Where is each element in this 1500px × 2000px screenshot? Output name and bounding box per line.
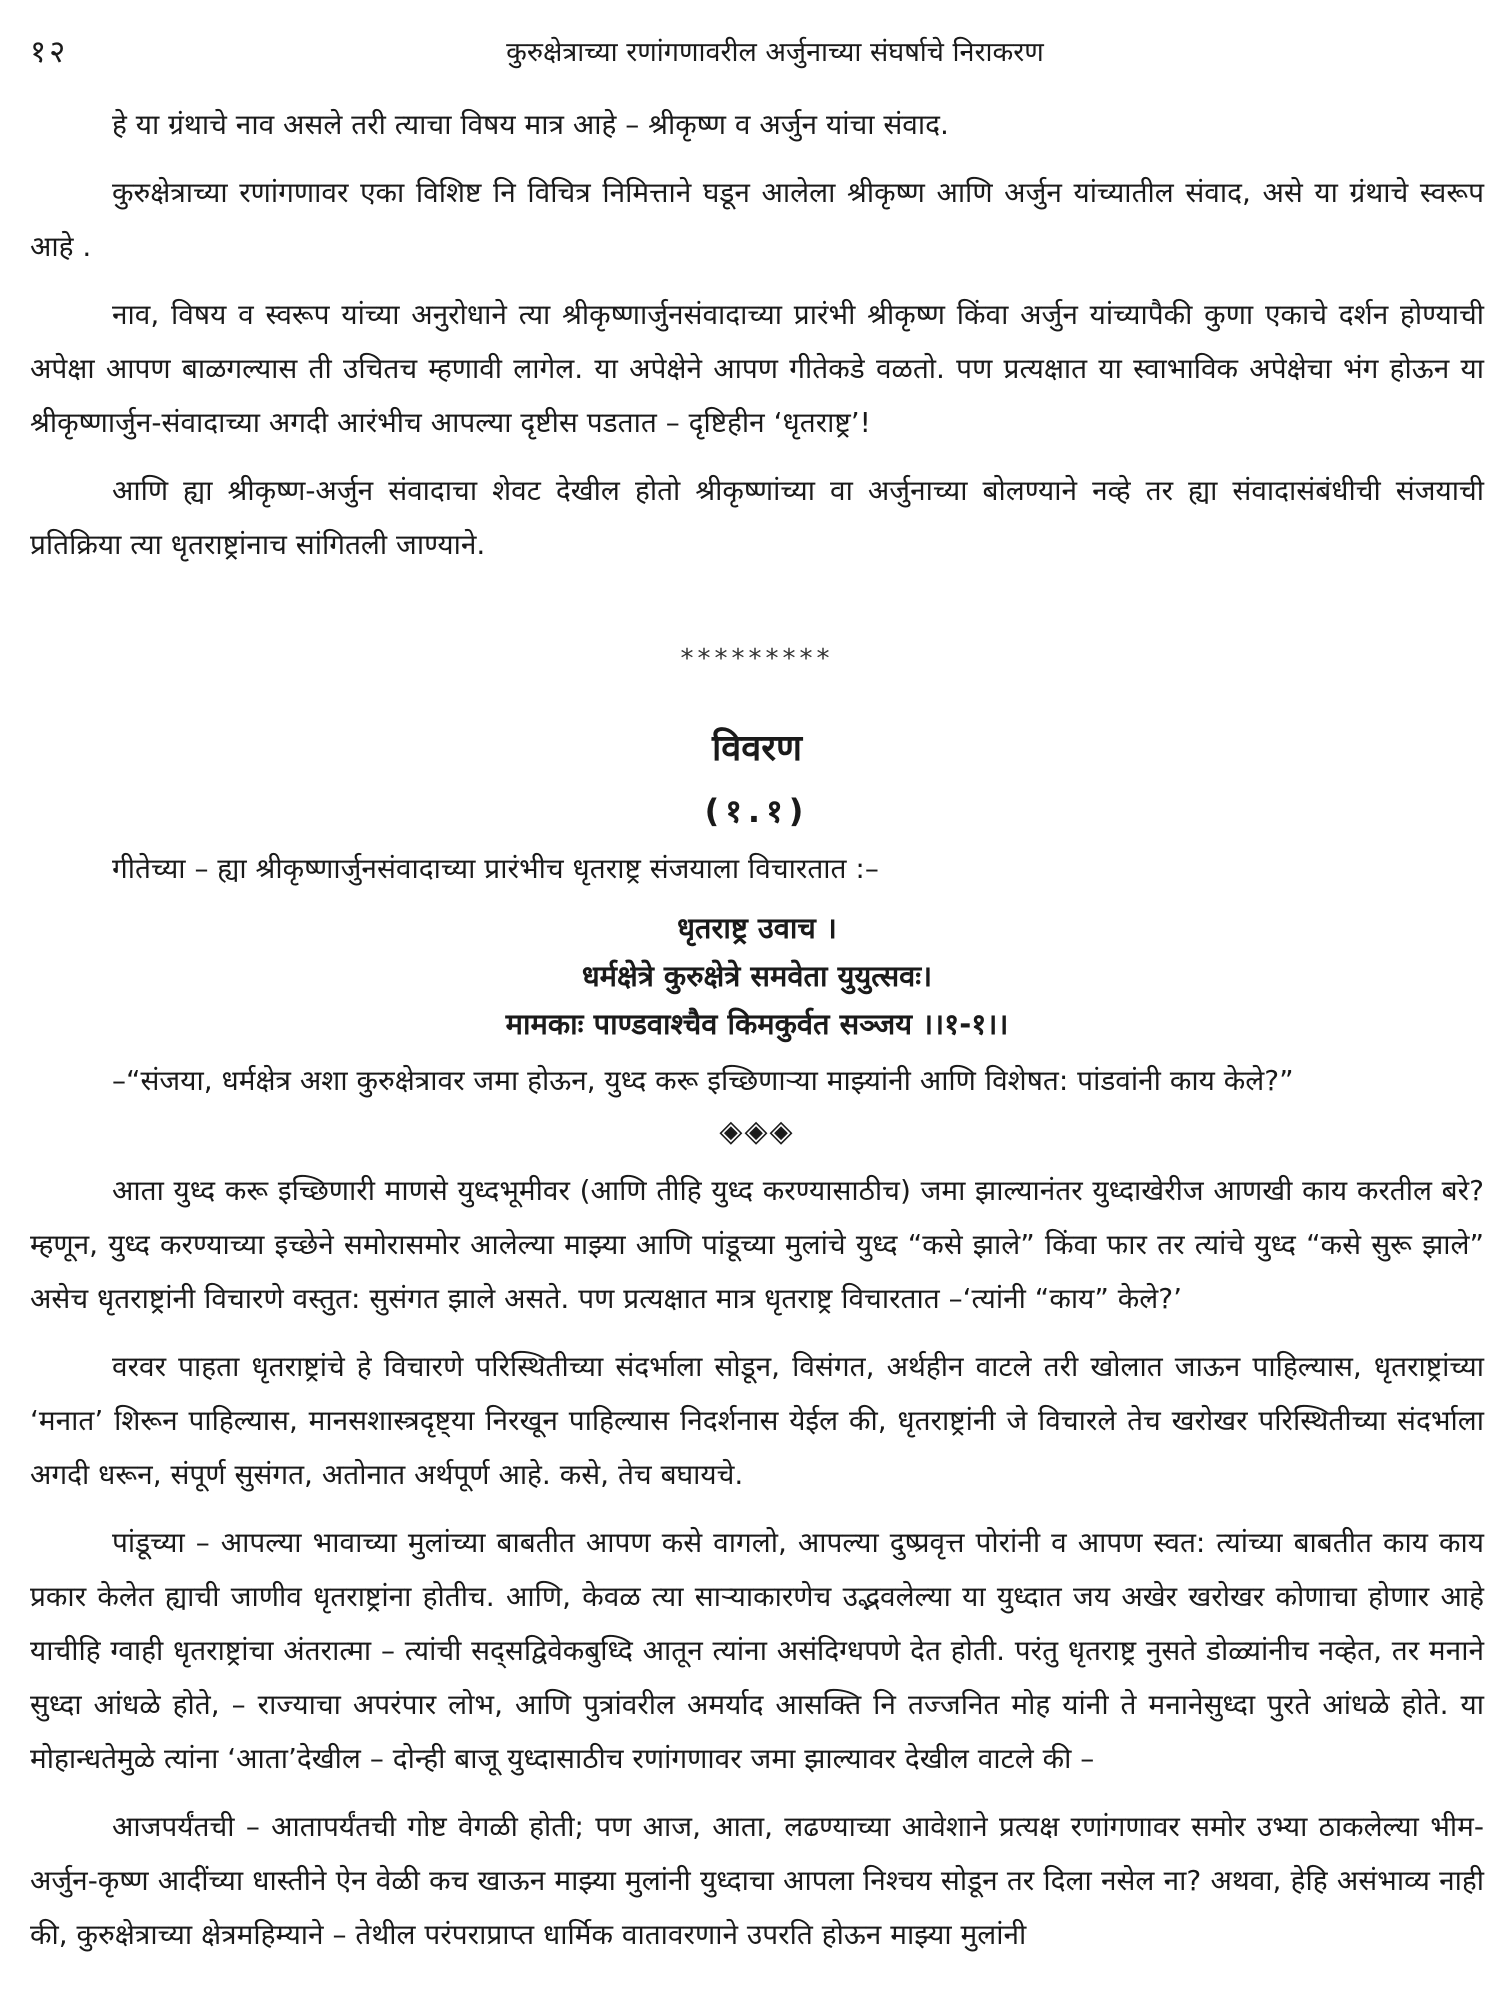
section-title: विवरण (711, 728, 803, 769)
page-body (30, 98, 1484, 1962)
verse-line: धृतराष्ट्र उवाच । (677, 911, 837, 945)
diamond-ornament: ◈◈◈ (719, 1114, 795, 1149)
paragraph: पांडूच्या – आपल्या भावाच्या मुलांच्या बाबतीत आपण कसे वागलो, आपल्या दुष्प्रवृत्त पोरांनी व आपण स्वत: त्यांच्या बाबतीत काय काय प्रकार केलेत ह्याची जाणीव धृतराष्ट्रांना होतीच. आणि, केवळ त्या साऱ्याकारणेच उद्भवलेल्या या युध्दात जय अखेर खरोखर कोणाचा होणार आहे याचीहि ग्वाही धृतराष्ट्रांचा अंतरात्मा – त्यांची सद्सद्विवेकबुध्दि आतून त्यांना असंदिग्धपणे देत होती. परंतु धृतराष्ट्र नुसते डोळ्यांनीच नव्हेत, तर मनाने सुध्दा आंधळे होते, – राज्याचा अपरंपार लोभ, आणि पुत्रांवरील अमर्याद आसक्ति नि तज्जनित मोह यांनी ते मनानेसुध्दा पुरते आंधळे होते. या मोहान्धतेमुळे त्यांना ‘आता’देखील – दोन्ही बाजू युध्दासाठीच रणांगणावर जमा झाल्यावर देखील वाटले की – (30, 1526, 1484, 1775)
paragraph: आता युध्द करू इच्छिणारी माणसे युध्दभूमीवर (आणि तीहि युध्द करण्यासाठीच) जमा झाल्यानंतर युध्दाखेरीज आणखी काय करतील बरे? म्हणून, युध्द करण्याच्या इच्छेने समोरासमोर आलेल्या माझ्या आणि पांडूच्या मुलांचे युध्द “कसे झाले” किंवा फार तर त्यांचे युध्द “कसे सुरू झाले” असेच धृतराष्ट्रांनी विचारणे वस्तुत: सुसंगत झाले असते. पण प्रत्यक्षात मात्र धृतराष्ट्र विचारतात –‘त्यांनी “काय” केले?’ (30, 1174, 1484, 1315)
verse-reference: (१.१) (704, 792, 810, 830)
paragraph: आणि ह्या श्रीकृष्ण-अर्जुन संवादाचा शेवट देखील होतो श्रीकृष्णांच्या वा अर्जुनाच्या बोलण्याने नव्हे तर ह्या संवादासंबंधीची संजयाची प्रतिक्रिया त्या धृतराष्ट्रांनाच सांगितली जाण्याने. (30, 474, 1484, 561)
sanskrit-verse (30, 904, 1484, 1048)
page-number: १२ (30, 34, 69, 70)
paragraph: कुरुक्षेत्राच्या रणांगणावर एका विशिष्ट नि विचित्र निमित्ताने घडून आलेला श्रीकृष्ण आणि अर्जुन यांच्यातील संवाद, असे या ग्रंथाचे स्वरूप आहे . (30, 176, 1484, 263)
section-separator: ********* (680, 644, 834, 674)
verse-line: धर्मक्षेत्रे कुरुक्षेत्रे समवेता युयुत्सवः। (581, 959, 933, 993)
verse-intro: गीतेच्या – ह्या श्रीकृष्णार्जुनसंवादाच्या प्रारंभीच धृतराष्ट्र संजयाला विचारतात :– (112, 852, 879, 885)
verse-translation: –“संजया, धर्मक्षेत्र अशा कुरुक्षेत्रावर जमा होऊन, युध्द करू इच्छिणाऱ्या माझ्यांनी आणि विशेषत: पांडवांनी काय केले?” (112, 1064, 1294, 1097)
verse-line: मामकाः पाण्डवाश्चैव किमकुर्वत सञ्जय ।।१-१।। (505, 1007, 1009, 1041)
paragraph: वरवर पाहता धृतराष्ट्रांचे हे विचारणे परिस्थितीच्या संदर्भाला सोडून, विसंगत, अर्थहीन वाटले तरी खोलात जाऊन पाहिल्यास, धृतराष्ट्रांच्या ‘मनात’ शिरून पाहिल्यास, मानसशास्त्रदृष्ट्या निरखून पाहिल्यास निदर्शनास येईल की, धृतराष्ट्रांनी जे विचारले तेच खरोखर परिस्थितीच्या संदर्भाला अगदी धरून, संपूर्ण सुसंगत, अतोनात अर्थपूर्ण आहे. कसे, तेच बघायचे. (30, 1350, 1484, 1491)
running-title: कुरुक्षेत्राच्या रणांगणावरील अर्जुनाच्या संघर्षाचे निराकरण (506, 37, 1044, 68)
paragraph: नाव, विषय व स्वरूप यांच्या अनुरोधाने त्या श्रीकृष्णार्जुनसंवादाच्या प्रारंभी श्रीकृष्ण किंवा अर्जुन यांच्यापैकी कुणा एकाचे दर्शन होण्याची अपेक्षा आपण बाळगल्यास ती उचितच म्हणावी लागेल. या अपेक्षेने आपण गीतेकडे वळतो. पण प्रत्यक्षात या स्वाभाविक अपेक्षेचा भंग होऊन या श्रीकृष्णार्जुन-संवादाच्या अगदी आरंभीच आपल्या दृष्टीस पडतात – दृष्टिहीन ‘धृतराष्ट्र’! (30, 298, 1484, 439)
page-header (30, 24, 1480, 72)
paragraph: हे या ग्रंथाचे नाव असले तरी त्याचा विषय मात्र आहे – श्रीकृष्ण व अर्जुन यांचा संवाद. (112, 108, 949, 141)
paragraph: आजपर्यंतची – आतापर्यंतची गोष्ट वेगळी होती; पण आज, आता, लढण्याच्या आवेशाने प्रत्यक्ष रणांगणावर समोर उभ्या ठाकलेल्या भीम-अर्जुन-कृष्ण आदींच्या धास्तीने ऐन वेळी कच खाऊन माझ्या मुलांनी युध्दाचा आपला निश्चय सोडून तर दिला नसेल ना? अथवा, हेहि असंभाव्य नाही की, कुरुक्षेत्राच्या क्षेत्रमहिम्याने – तेथील परंपराप्राप्त धार्मिक वातावरणाने उपरति होऊन माझ्या मुलांनी (30, 1810, 1484, 1951)
